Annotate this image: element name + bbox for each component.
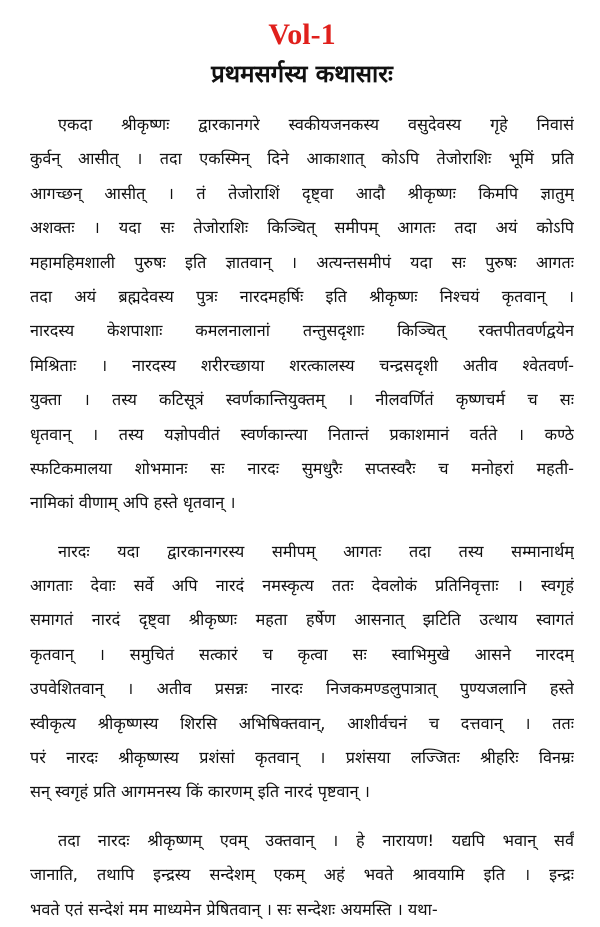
text-line: भवते एतं सन्देशं मम माध्यमेन प्रेषितवान् । सः सन्देशः अयमस्ति । यथा-	[30, 899, 438, 919]
text-line: धृतवान् । तस्य यज्ञोपवीतं स्वर्णकान्त्या नितान्तं प्रकाशमानं वर्तते । कण्ठे	[30, 424, 574, 444]
volume-label: Vol-1	[268, 18, 336, 51]
text-line: तदा अयं ब्रह्मदेवस्य पुत्रः नारदमहर्षिः इति श्रीकृष्णः निश्चयं कृतवान् ।	[30, 286, 574, 306]
text-line: आगताः देवाः सर्वे अपि नारदं नमस्कृत्य ततः देवलोकं प्रतिनिवृत्ताः । स्वगृहं	[30, 576, 574, 596]
text-line: कुर्वन् आसीत् । तदा एकस्मिन् दिने आकाशात् कोऽपि तेजोराशिः भूमिं प्रति	[30, 149, 574, 169]
text-line: स्वीकृत्य श्रीकृष्णस्य शिरसि अभिषिक्तवान्, आशीर्वचनं च दत्तवान् । ततः	[30, 713, 574, 733]
text-line: सन् स्वगृहं प्रति आगमनस्य किं कारणम् इति नारदं पृष्टवान् ।	[30, 782, 370, 802]
text-line: कृतवान् । समुचितं सत्कारं च कृत्वा सः स्वाभिमुखे आसने नारदम्	[30, 644, 574, 664]
text-line: महामहिमशाली पुरुषः इति ज्ञातवान् । अत्यन्तसमीपं यदा सः पुरुषः आगतः	[30, 252, 574, 272]
page-title: प्रथमसर्गस्य कथासारः	[211, 60, 393, 88]
text-line: समागतं नारदं दृष्ट्वा श्रीकृष्णः महता हर्षेण आसनात् झटिति उत्थाय स्वागतं	[30, 610, 574, 630]
paragraph-2	[30, 535, 574, 810]
text-line: नामिकां वीणाम् अपि हस्ते धृतवान् ।	[30, 493, 236, 513]
text-line: अशक्तः । यदा सः तेजोराशिः किञ्चित् समीपम् आगतः तदा अयं कोऽपि	[30, 218, 574, 238]
text-line: उपवेशितवान् । अतीव प्रसन्नः नारदः निजकमण्डलुपात्रात् पुण्यजलानि हस्ते	[30, 679, 574, 699]
text-line: नारदस्य केशपाशाः कमलनालानां तन्तुसदृशाः किञ्चित् रक्तपीतवर्णद्वयेन	[30, 321, 574, 341]
text-line: मिश्रिताः । नारदस्य शरीरच्छाया शरत्कालस्य चन्द्रसदृशी अतीव श्वेतवर्ण-	[30, 355, 574, 375]
text-line: एकदा श्रीकृष्णः द्वारकानगरे स्वकीयजनकस्य वसुदेवस्य गृहे निवासं	[58, 115, 574, 134]
paragraph-1	[30, 108, 574, 521]
text-line: स्फटिकमालया शोभमानः सः नारदः सुमधुरैः सप्तस्वरैः च मनोहरां महती-	[30, 458, 574, 478]
text-line: नारदः यदा द्वारकानगरस्य समीपम् आगतः तदा तस्य सम्मानार्थम्	[58, 541, 574, 561]
text-line: आगच्छन् आसीत् । तं तेजोराशिं दृष्ट्वा आदौ श्रीकृष्णः किमपि ज्ञातुम्	[30, 183, 574, 203]
text-line: परं नारदः श्रीकृष्णस्य प्रशंसां कृतवान् । प्रशंसया लज्जितः श्रीहरिः विनम्रः	[30, 748, 574, 768]
text-line: तदा नारदः श्रीकृष्णम् एवम् उक्तवान् । हे नारायण! यद्यपि भवान् सर्वं	[58, 830, 574, 850]
text-line: जानाति, तथापि इन्द्रस्य सन्देशम् एकम् अहं भवते श्रावयामि इति । इन्द्रः	[30, 865, 574, 885]
text-line: युक्ता । तस्य कटिसूत्रं स्वर्णकान्तियुक्तम् । नीलवर्णितं कृष्णचर्म च सः	[30, 390, 574, 410]
